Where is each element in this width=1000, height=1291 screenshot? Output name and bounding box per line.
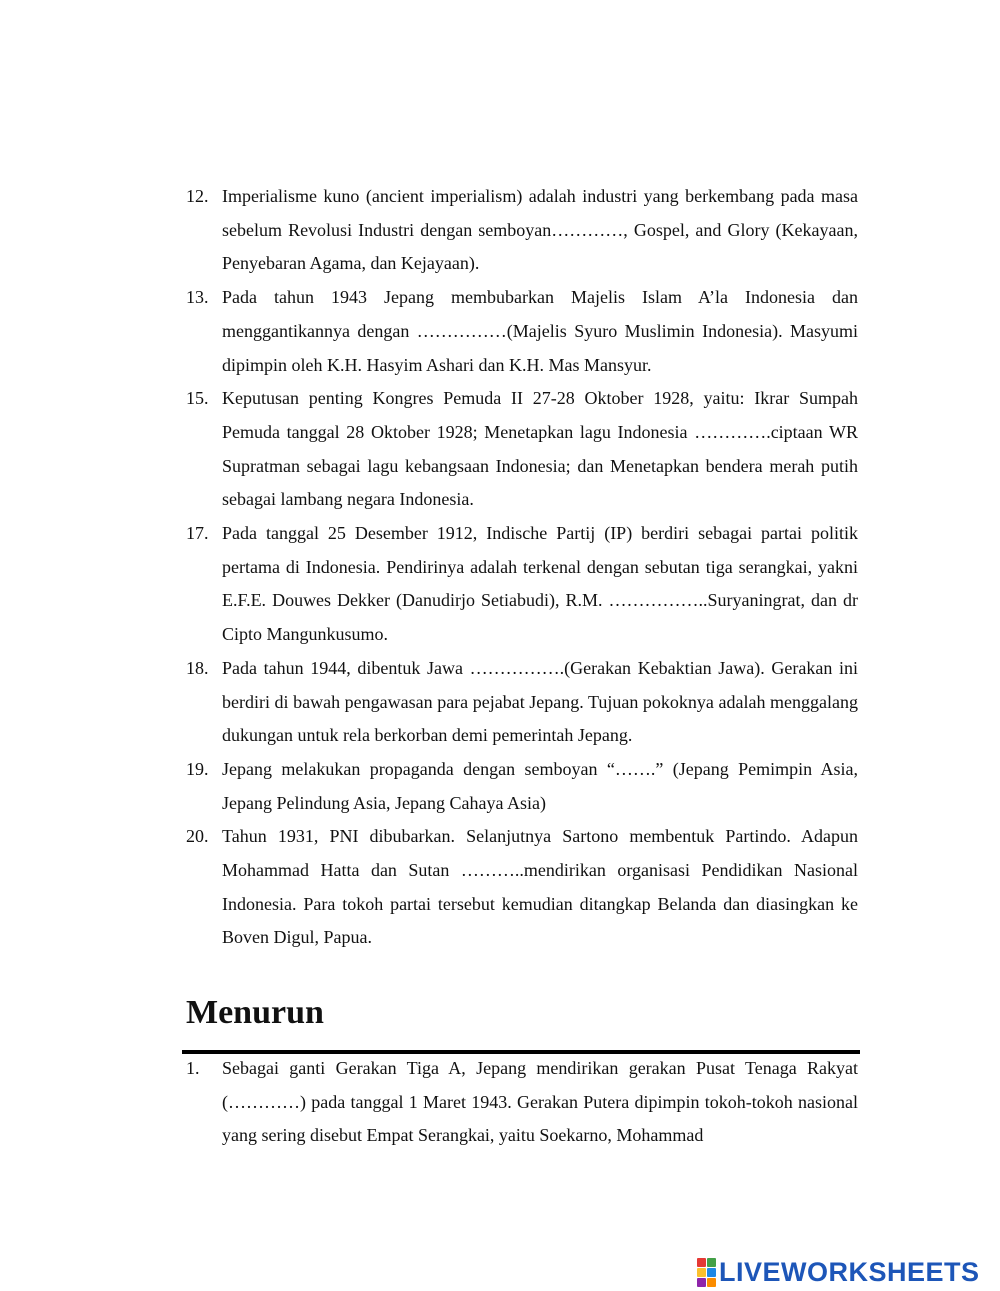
question-text: Pada tahun 1944, dibentuk Jawa …………….(Gerakan Kebaktian Jawa). Gerakan ini berdiri di bawah pengawasan para pejabat Jepang. Tujuan pokoknya adalah menggalang dukungan untuk rela berkorban demi pemerintah Jepang. [222, 657, 858, 746]
question-number: 15. [186, 388, 209, 409]
question-text: Pada tanggal 25 Desember 1912, Indische Partij (IP) berdiri sebagai partai politik pertama di Indonesia. Pendirinya adalah terkenal dengan sebutan tiga serangkai, yakni E.F.E. Douwes Dekker (Danudirjo Setiabudi), R.M. ……………..Suryaningrat, dan dr Cipto Mangunkusumo. [222, 523, 858, 645]
question-item [186, 820, 858, 955]
question-item [186, 1052, 858, 1153]
question-number: 12. [186, 186, 209, 206]
question-item [186, 382, 858, 517]
question-text: Sebagai ganti Gerakan Tiga A, Jepang mendirikan gerakan Pusat Tenaga Rakyat (…………) pada tanggal 1 Maret 1943. Gerakan Putera dipimpin tokoh-tokoh nasional yang sering disebut Empat Serangkai, yaitu Soekarno, Mohammad [222, 1058, 858, 1146]
across-question-list [186, 180, 858, 955]
question-number: 13. [186, 287, 209, 308]
logo-square [697, 1258, 706, 1267]
question-item [186, 180, 858, 281]
logo-square [707, 1258, 716, 1267]
question-item [186, 652, 858, 753]
section-heading-down: Menurun [186, 994, 324, 1031]
question-text: Pada tahun 1943 Jepang membubarkan Majelis Islam A’la Indonesia dan menggantikannya dengan ……………(Majelis Syuro Muslimin Indonesia). Masyumi dipimpin oleh K.H. Hasyim Ashari dan K.H. Mas Mansyur. [222, 287, 858, 375]
logo-square [707, 1268, 716, 1277]
logo-square [697, 1278, 706, 1287]
question-item [186, 517, 858, 652]
question-item [186, 281, 858, 382]
question-number: 1. [186, 1058, 200, 1078]
question-number: 17. [186, 523, 209, 544]
question-number: 19. [186, 758, 209, 779]
question-text: Keputusan penting Kongres Pemuda II 27-28 Oktober 1928, yaitu: Ikrar Sumpah Pemuda tanggal 28 Oktober 1928; Menetapkan lagu Indonesia ………….ciptaan WR Supratman sebagai lagu kebangsaan Indonesia; dan Menetapkan bendera merah putih sebagai lambang negara Indonesia. [222, 388, 858, 510]
liveworksheets-logo [697, 1256, 980, 1288]
logo-square [707, 1278, 716, 1287]
logo-square [697, 1268, 706, 1277]
logo-text: LIVEWORKSHEETS [719, 1257, 980, 1287]
down-question-list [186, 1052, 858, 1153]
question-item [186, 753, 858, 820]
liveworksheets-logo-icon [697, 1258, 716, 1287]
question-text: Tahun 1931, PNI dibubarkan. Selanjutnya Sartono membentuk Partindo. Adapun Mohammad Hatta dan Sutan ………..mendirikan organisasi Pendidikan Nasional Indonesia. Para tokoh partai tersebut kemudian ditangkap Belanda dan diasingkan ke Boven Digul, Papua. [222, 826, 858, 948]
question-number: 18. [186, 657, 209, 678]
question-number: 20. [186, 826, 209, 847]
question-text: Imperialisme kuno (ancient imperialism) adalah industri yang berkembang pada masa sebelum Revolusi Industri dengan semboyan…………, Gospel, and Glory (Kekayaan, Penyebaran Agama, dan Kejayaan). [222, 186, 858, 274]
question-text: Jepang melakukan propaganda dengan semboyan “…….” (Jepang Pemimpin Asia, Jepang Pelindung Asia, Jepang Cahaya Asia) [222, 758, 858, 813]
